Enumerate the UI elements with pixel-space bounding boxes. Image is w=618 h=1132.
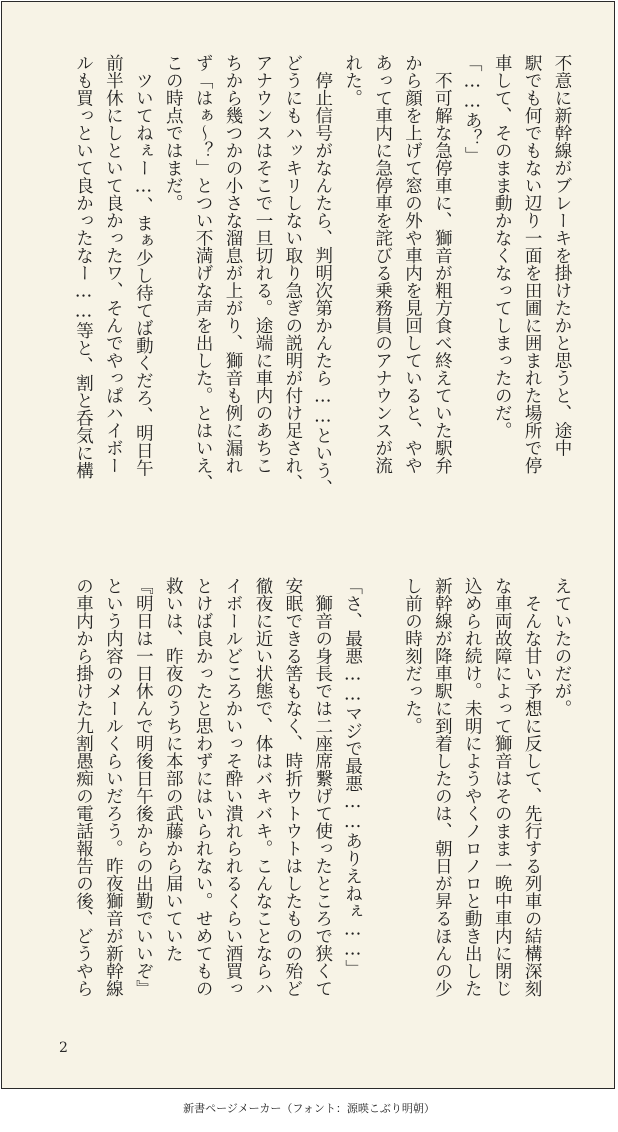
text-block-upper: 不意に新幹線がブレーキを掛けたかと思うと、途中 駅でも何でもない辺り一面を田圃に囲まれた場所で停 車して、そのまま動かなくなってしまったのだ。 「……あ？」 不可解な急停車に、獅音が粗方食べ終えていた駅弁 から顔を上げて窓の外や車内を見回していると、やや あって車内に急停車を詫びる乗務員のアナウンスが流 れた。 停止信号がなんたら、判明次第かんたら……という、 どうにもハッキリしない取り急ぎの説明が付け足され、 アナウンスはそこで一旦切れる。途端に車内のあちこ ちから幾つかの小さな溜息が上がり、獅音も例に漏れ ず「はぁ〜？」とつい不満げな声を出した。とはいえ、 この時点ではまだ。 ツいてねぇー…、まぁ少し待てば動くだろ、明日午 前半休にしといて良かったワ、そんでやっぱハイボー ルも買っといて良かったなー……等と、割と呑気に構 (73, 54, 572, 497)
text-block-lower: えていたのだが。 そんな甘い予想に反して、先行する列車の結構深刻 な車両故障によって獅音はそのまま一晩中車内に閉じ 込められ続け。未明にようやくノロノロと動き出した 新幹線が降車駅に到着したのは、朝日が昇るほんの少 し前の時刻だった。 「さ、最悪……マジで最悪……ありえねぇ……」 獅音の身長では二座席繋げて使ったところで狭くて 安眠できる筈もなく、時折ウトウトはしたものの殆ど 徹夜に近い状態で、体はバキバキ。こんなことならハ イボールどころかいっそ酔い潰れられるくらい酒買っ とけば良かったと思わずにはいられない。せめてもの 救いは、昨夜のうちに本部の武藤から届いていた 『明日は一日休んで明後日午後からの出勤でいいぞ』 という内容のメールくらいだろう。昨夜獅音が新幹線 の車内から掛けた九割愚痴の電話報告の後、どうやら (73, 577, 572, 997)
footer-credit: 新書ページメーカー（フォント：源暎こぶり明朝） (183, 1102, 435, 1115)
page-number: 2 (59, 1040, 68, 1056)
book-page (1, 1, 615, 1089)
